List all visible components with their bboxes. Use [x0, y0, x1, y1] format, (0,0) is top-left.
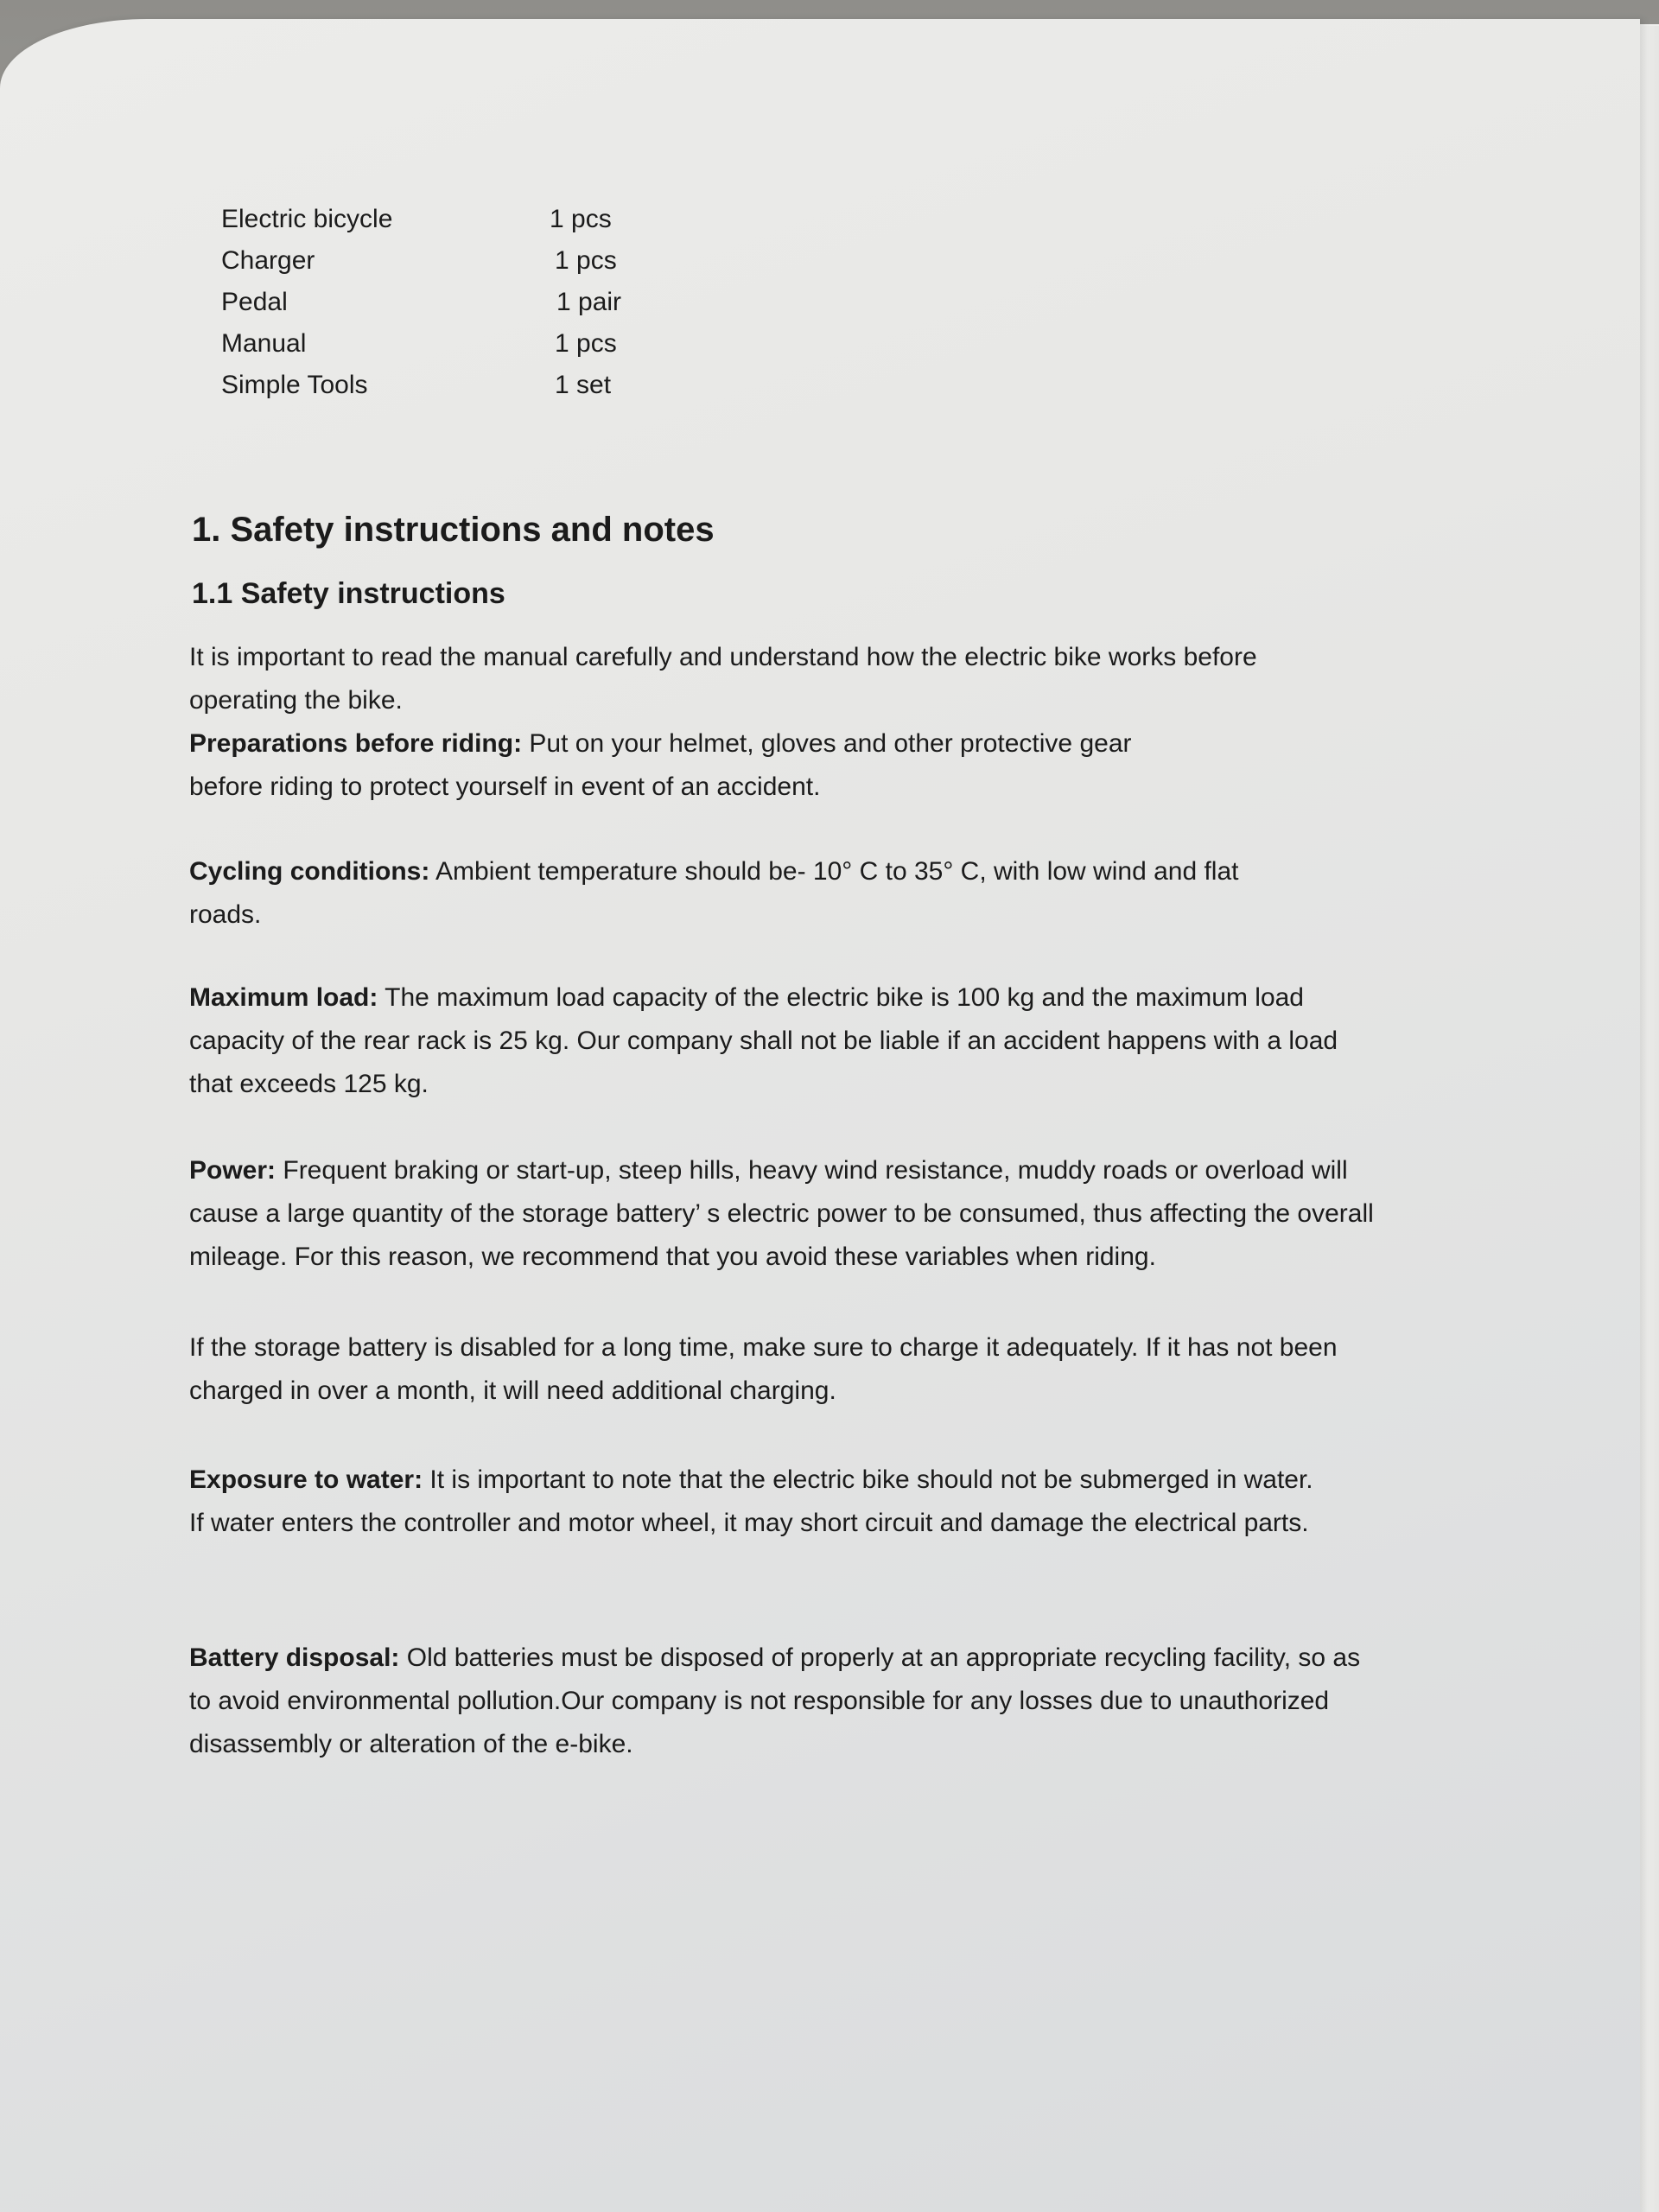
part-name: Pedal [221, 288, 288, 316]
preparations-label: Preparations before riding: [189, 729, 523, 758]
water-exposure-paragraph [189, 1459, 1321, 1545]
part-name: Simple Tools [221, 371, 368, 399]
battery-charging-text: If the storage battery is disabled for a long time, make sure to charge it adequately. If it has not been charged in over a month, it will need additional charging. [189, 1333, 1338, 1405]
power-text: Frequent braking or start-up, steep hills, heavy wind resistance, muddy roads or overload will cause a large quantity of the storage battery’ s electric power to be consumed, thus affecting the overall mileage. For this reason, we recommend that you avoid these variables when riding. [189, 1156, 1374, 1271]
water-exposure-label: Exposure to water: [189, 1465, 423, 1494]
intro-paragraph [189, 636, 1338, 722]
maximum-load-text: The maximum load capacity of the electric bike is 100 kg and the maximum load capacity of the rear rack is 25 kg. Our company shall not be liable if an accident happens with a load that exceeds 125 kg. [189, 983, 1338, 1098]
preparations-text: Put on your helmet, gloves and other protective gear before riding to protect yourself in event of an accident. [189, 729, 1132, 801]
battery-disposal-paragraph [189, 1637, 1364, 1766]
list-item [221, 282, 774, 323]
part-quantity: 1 pcs [550, 205, 612, 233]
part-name: Manual [221, 329, 307, 358]
list-item [221, 323, 774, 365]
preparations-paragraph [189, 722, 1174, 809]
part-quantity: 1 pair [556, 288, 622, 316]
part-name: Electric bicycle [221, 205, 393, 233]
cycling-conditions-text: Ambient temperature should be- 10° C to 35° C, with low wind and flat roads. [189, 857, 1239, 929]
maximum-load-label: Maximum load: [189, 983, 378, 1012]
intro-text: It is important to read the manual carefully and understand how the electric bike works before operating the bike. [189, 643, 1257, 715]
cycling-conditions-paragraph [189, 850, 1313, 937]
battery-disposal-label: Battery disposal: [189, 1643, 400, 1672]
part-quantity: 1 pcs [555, 329, 617, 358]
list-item [221, 240, 774, 282]
subsection-heading: 1.1 Safety instructions [192, 577, 505, 610]
battery-charging-paragraph [189, 1326, 1382, 1413]
list-item [221, 365, 774, 406]
power-label: Power: [189, 1156, 276, 1185]
cycling-conditions-label: Cycling conditions: [189, 857, 430, 886]
section-heading: 1. Safety instructions and notes [192, 511, 715, 549]
part-name: Charger [221, 246, 315, 275]
maximum-load-paragraph [189, 976, 1364, 1106]
battery-disposal-text: Old batteries must be disposed of properly at an appropriate recycling facility, so as to avoid environmental pollution.Our company is not responsible for any losses due to unauthorized disassembly or alteration of the e-bike. [189, 1643, 1361, 1758]
part-quantity: 1 pcs [555, 246, 617, 275]
list-item [221, 199, 774, 240]
part-quantity: 1 set [555, 371, 612, 399]
parts-list [221, 199, 774, 406]
water-exposure-text: It is important to note that the electric bike should not be submerged in water. If water enters the controller and motor wheel, it may short circuit and damage the electrical parts. [189, 1465, 1313, 1537]
power-paragraph [189, 1149, 1390, 1279]
